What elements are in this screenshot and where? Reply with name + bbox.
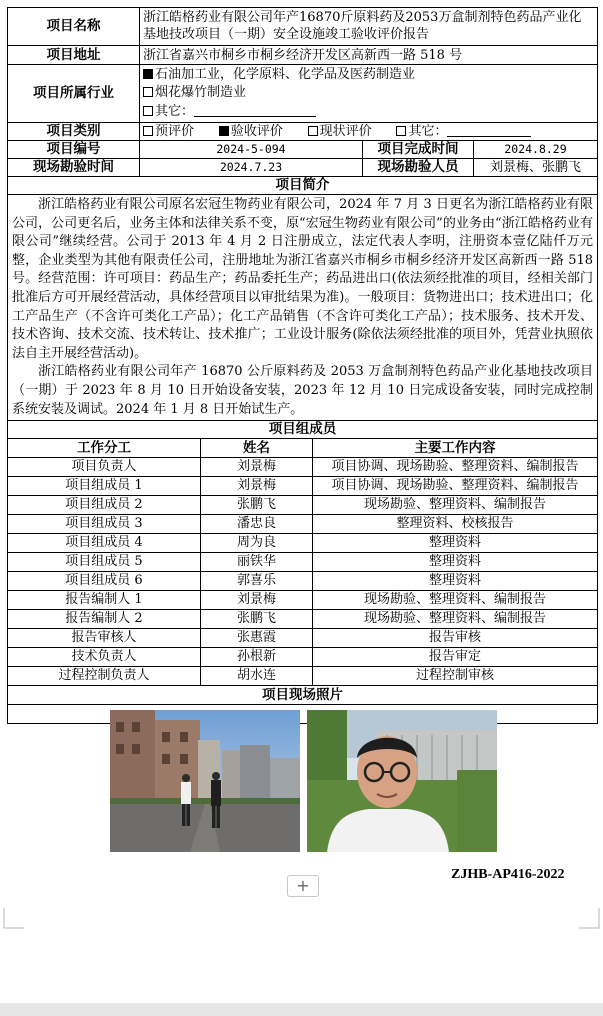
table-row	[8, 534, 598, 553]
table-row	[8, 515, 598, 534]
checkbox-empty-icon	[143, 87, 153, 97]
fill-in-line	[447, 124, 531, 137]
intro-body	[8, 195, 598, 421]
photos-cell	[8, 705, 598, 724]
member-name: 孙根新	[201, 648, 313, 667]
address-value: 浙江省嘉兴市桐乡市桐乡经济开发区高新西一路 518 号	[140, 46, 598, 65]
number-value: 2024-5-094	[140, 141, 363, 159]
member-work: 整理资料	[313, 553, 598, 572]
page-corner-mark-right	[579, 908, 601, 930]
number-label: 项目编号	[8, 141, 140, 159]
report-page	[7, 7, 597, 724]
industry-option-label: 其它：	[155, 103, 195, 119]
member-name: 刘景梅	[201, 458, 313, 477]
checkbox-empty-icon	[308, 126, 318, 136]
members-title: 项目组成员	[8, 421, 598, 439]
selfie-photo-image	[307, 710, 497, 852]
intro-paragraph-2: 浙江皓格药业有限公司年产 16870 公斤原料药及 2053 万盒制剂特色药品产业化基地技改项目（一期）于 2023 年 8 月 10 日开始设备安装，2023 年 12 月 10 日完成设备安装，同时完成控制系统安装及调试。2024 年 1 月 8 日开始试生产。	[12, 364, 594, 417]
member-role: 报告编制人 2	[8, 610, 201, 629]
fill-in-line	[194, 104, 316, 117]
member-role: 项目组成员 4	[8, 534, 201, 553]
viewer-bottom-bar	[0, 1003, 603, 1016]
table-row	[8, 553, 598, 572]
checkbox-empty-icon	[143, 126, 153, 136]
member-name: 潘忠良	[201, 515, 313, 534]
table-row	[8, 477, 598, 496]
checkbox-checked-icon	[143, 69, 153, 79]
table-row	[8, 458, 598, 477]
member-role: 项目组成员 1	[8, 477, 201, 496]
table-row	[8, 591, 598, 610]
member-work: 项目协调、现场勘验、整理资料、编制报告	[313, 458, 598, 477]
member-name: 刘景梅	[201, 591, 313, 610]
member-work: 整理资料、校核报告	[313, 515, 598, 534]
photos-title: 项目现场照片	[8, 686, 598, 705]
industry-option-chemical	[143, 66, 594, 85]
checkbox-empty-icon	[143, 106, 153, 116]
member-role: 项目组成员 3	[8, 515, 201, 534]
table-row	[8, 572, 598, 591]
member-name: 丽铁华	[201, 553, 313, 572]
member-work: 过程控制审核	[313, 667, 598, 686]
member-name: 张惠霞	[201, 629, 313, 648]
table-row	[8, 496, 598, 515]
type-option-label: 其它：	[408, 124, 448, 139]
intro-title: 项目简介	[8, 177, 598, 195]
member-role: 项目组成员 2	[8, 496, 201, 515]
document-code: ZJHB-AP416-2022	[451, 867, 565, 882]
members-header-work: 主要工作内容	[313, 439, 598, 458]
member-role: 项目负责人	[8, 458, 201, 477]
survey-people-label: 现场勘验人员	[363, 159, 474, 177]
type-option-label: 预评价	[155, 124, 195, 139]
member-work: 现场勘验、整理资料、编制报告	[313, 610, 598, 629]
member-work: 项目协调、现场勘验、整理资料、编制报告	[313, 477, 598, 496]
member-work: 整理资料	[313, 534, 598, 553]
industry-option-label: 烟花爆竹制造业	[155, 85, 247, 101]
members-header-name: 姓名	[201, 439, 313, 458]
survey-people-value: 刘景梅、张鹏飞	[474, 159, 598, 177]
member-role: 过程控制负责人	[8, 667, 201, 686]
member-role: 项目组成员 6	[8, 572, 201, 591]
finish-time-label: 项目完成时间	[363, 141, 474, 159]
address-label: 项目地址	[8, 46, 140, 65]
page-corner-mark-left	[2, 908, 24, 930]
member-name: 郭喜乐	[201, 572, 313, 591]
project-info-table	[7, 7, 598, 439]
member-role: 报告编制人 1	[8, 591, 201, 610]
member-name: 张鹏飞	[201, 496, 313, 515]
member-name: 胡水连	[201, 667, 313, 686]
survey-time-label: 现场勘验时间	[8, 159, 140, 177]
intro-paragraph-1: 浙江皓格药业有限公司原名宏冠生物药业有限公司，2024 年 7 月 3 日更名为浙江皓格药业有限公司，公司更名后，业务主体和法律关系不变，原“宏冠生物药业有限公司”的业务由“浙江皓格药业有限公司”继续经营。公司于 2013 年 4 月 2 日注册成立，法定代表人李明，注册资本壹亿陆仟万元整，企业类型为其他有限责任公司，注册地址为浙江省嘉兴市桐乡市桐乡经济开发区高新西一路 518 号。经营范围：许可项目：药品生产；药品委托生产；药品进出口(依法须经批准的项目，经相关部门批准后方可开展经营活动，具体经营项目以审批结果为准)。一般项目：货物进出口；技术进出口；化工产品生产（不含许可类化工产品）；化工产品销售（不含许可类化工产品）；技术服务、技术开发、技术咨询、技术交流、技术转让、技术推广；工业设计服务(除依法须经批准的项目外，凭营业执照依法自主开展经营活动)。	[12, 197, 594, 361]
table-row	[8, 667, 598, 686]
members-table	[7, 438, 598, 724]
factory-photo-image	[110, 710, 300, 852]
table-row	[8, 610, 598, 629]
member-role: 技术负责人	[8, 648, 201, 667]
industry-option-label: 石油加工业，化学原料、化学品及医药制造业	[155, 66, 416, 82]
industry-option-other	[143, 103, 594, 122]
member-work: 现场勘验、整理资料、编制报告	[313, 591, 598, 610]
member-role: 项目组成员 5	[8, 553, 201, 572]
member-work: 现场勘验、整理资料、编制报告	[313, 496, 598, 515]
project-name-label: 项目名称	[8, 8, 140, 46]
checkbox-checked-icon	[219, 126, 229, 136]
add-page-button[interactable]: +	[287, 875, 319, 897]
type-options	[140, 123, 598, 141]
industry-options	[140, 65, 598, 123]
member-work: 报告审定	[313, 648, 598, 667]
member-name: 周为良	[201, 534, 313, 553]
industry-label: 项目所属行业	[8, 65, 140, 123]
table-row	[8, 648, 598, 667]
checkbox-empty-icon	[396, 126, 406, 136]
member-role: 报告审核人	[8, 629, 201, 648]
project-name-value: 浙江皓格药业有限公司年产16870斤原料药及2053万盒制剂特色药品产业化基地技改项目（一期）安全设施竣工验收评价报告	[140, 8, 598, 46]
type-option-label: 验收评价	[230, 124, 283, 139]
member-work: 报告审核	[313, 629, 598, 648]
industry-option-fireworks	[143, 84, 594, 103]
finish-time-value: 2024.8.29	[474, 141, 598, 159]
member-name: 刘景梅	[201, 477, 313, 496]
member-name: 张鹏飞	[201, 610, 313, 629]
site-photo-selfie	[307, 710, 497, 852]
type-label: 项目类别	[8, 123, 140, 141]
survey-time-value: 2024.7.23	[140, 159, 363, 177]
type-option-label: 现状评价	[319, 124, 372, 139]
table-row	[8, 629, 598, 648]
members-header-role: 工作分工	[8, 439, 201, 458]
site-photo-factory	[110, 710, 300, 852]
member-work: 整理资料	[313, 572, 598, 591]
